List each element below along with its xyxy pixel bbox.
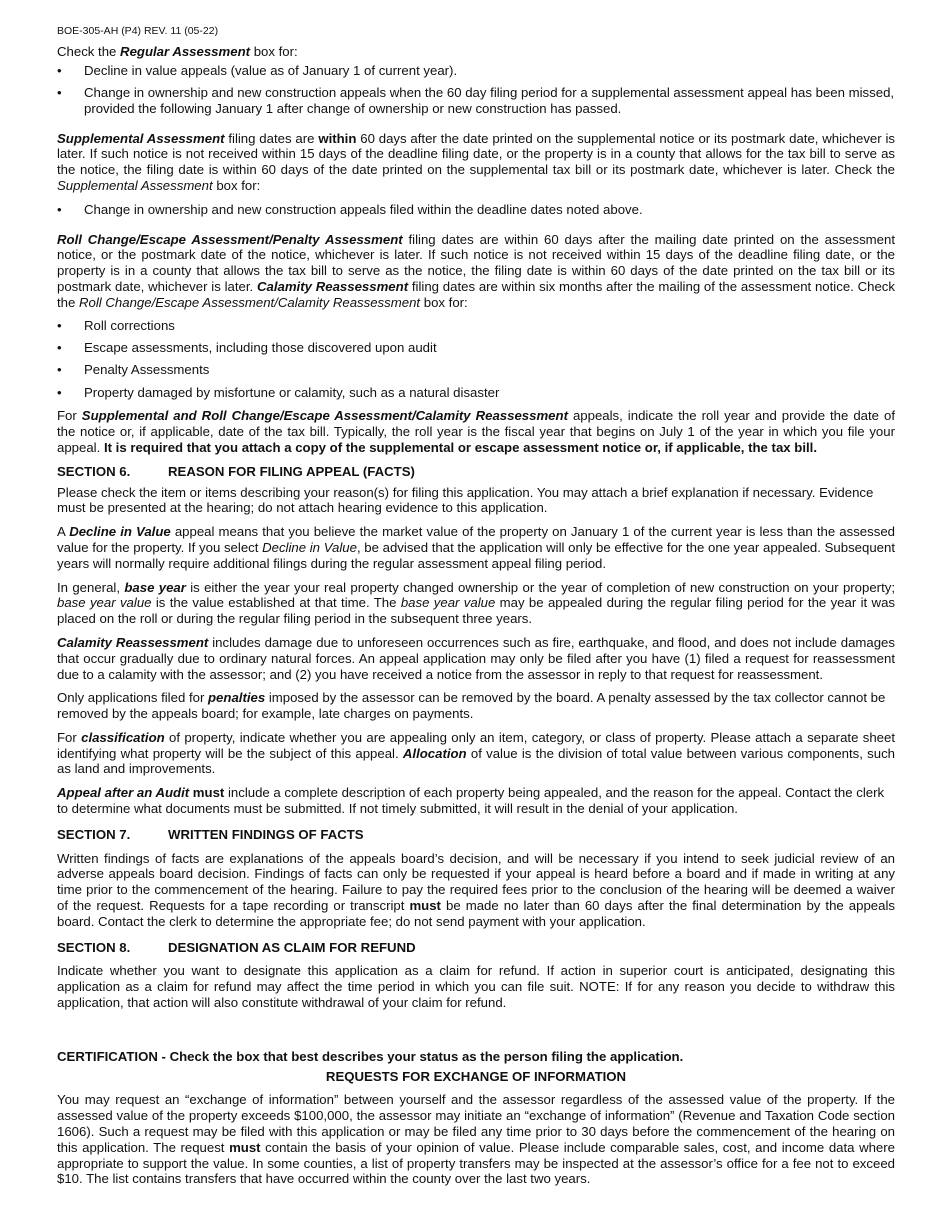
must-bold: must [189, 785, 225, 801]
section-7-heading [57, 827, 895, 843]
section-title: WRITTEN FINDINGS OF FACTS [168, 826, 364, 842]
supplemental-assessment-paragraph [57, 131, 895, 194]
exchange-paragraph [57, 1092, 895, 1187]
text: of value is the division of total value between various components, such as land and improvements. [57, 745, 896, 777]
text: 60 days after the date printed on the supplemental notice or its postmark date, whichever is later. If such notice is not received within 15 days of the deadline filing date, or the property is in a county that allows for the tax bill to serve as the notice, the filing date is within 60 days of the date printed on the supplemental tax bill or its postmark date, whichever is later. Check the [57, 130, 896, 178]
box-name: Roll Change/Escape Assessment/Calamity Reassessment [79, 294, 421, 310]
regular-assessment-term: Regular Assessment [120, 44, 251, 59]
text: include a complete description of each property being appealed, and the reason for the appeal. Contact the clerk to determine what documents must be submitted. If not timely submitted, it will result in the denial of your application. [57, 785, 885, 817]
text: box for: [420, 294, 468, 310]
must-bold: must [229, 1139, 261, 1155]
text: filing dates are [224, 130, 319, 146]
decline-term: Decline in Value [69, 524, 171, 540]
text: You may request an “exchange of information” between yourself and the assessor regardless of the assessed value of the property. If the assessed value of the property exceeds $100,000, the assessor may initiate an “exchange of information” (Revenue and Taxation Code section 1606). Such a request may be filed with this application or may be filed any time prior to 30 days before the commencement of the hearing on this application. The request [57, 1092, 895, 1155]
bullet-icon: • [57, 85, 62, 101]
calamity-term: Calamity Reassessment [256, 279, 409, 295]
text: , be advised that the application will only be effective for the one year appealed. Subsequent years will normally require additional filings during the regular assessment appeal filing period. [57, 539, 896, 571]
text: be made no later than 60 days after the final determination by the appeals board. Contact the clerk to determine the appropriate fee; do not send payment with your application. [57, 898, 895, 929]
bullet-icon: • [57, 317, 62, 333]
text: A [57, 524, 70, 540]
bullet-icon: • [57, 62, 62, 78]
text: is the value established at that time. The [151, 595, 401, 611]
roll-year-paragraph [57, 408, 895, 455]
base-year-term: base year [124, 579, 186, 595]
bullet-icon: • [57, 384, 62, 400]
appeal-type-term: Supplemental and Roll Change/Escape Assessment/Calamity Reassessment [81, 408, 568, 424]
text: is either the year your real property changed ownership or the year of completion of new construction on your property; [185, 579, 896, 595]
calamity-paragraph [57, 635, 895, 682]
box-name: Supplemental Assessment [57, 178, 213, 194]
list-item-text: Change in ownership and new construction appeals when the 60 day filing period for a supplemental assessment appeal has been missed, provided the following January 1 after change of ownership or new construction has passed. [84, 85, 895, 116]
section-6-heading [57, 464, 895, 480]
text: box for: [212, 178, 261, 194]
penalties-paragraph [57, 690, 895, 722]
penalties-term: penalties [208, 690, 266, 706]
text: may be appealed during the regular filing period for the year it was placed on the roll or during the regular filing period in the subsequent three years. [57, 595, 895, 627]
section-6-intro: Please check the item or items describing your reason(s) for filing this application. You may attach a brief explanation if necessary. Evidence must be presented at the hearing; do not attach hearing evidence to this application. [57, 484, 874, 516]
list-item-text: Roll corrections [84, 317, 175, 333]
roll-change-list [57, 318, 895, 401]
list-item [57, 63, 895, 79]
text: Check the [57, 44, 121, 59]
text: appeals, indicate the roll year and provide the date of the notice or, if applicable, date of the tax bill. Typically, the roll year is the fiscal year that begins on July 1 of the year in which you file your appeal. [57, 408, 895, 455]
base-year-paragraph [57, 580, 895, 627]
section-title: DESIGNATION AS CLAIM FOR REFUND [168, 939, 416, 955]
must-bold: must [409, 898, 441, 914]
certification-heading: CERTIFICATION - Check the box that best describes your status as the person filing the application. [57, 1048, 684, 1064]
decline-in-value-paragraph [57, 524, 895, 571]
decline-term-italic: Decline in Value [262, 539, 357, 555]
allocation-term: Allocation [402, 745, 467, 761]
text: For [57, 408, 82, 424]
classification-term: classification [81, 729, 165, 745]
within-bold: within [318, 130, 357, 146]
document-page [57, 24, 895, 1187]
text: box for: [250, 44, 298, 59]
bullet-icon: • [57, 339, 62, 355]
text: appeal means that you believe the market value of the property on January 1 of the current year is less than the assessed value for the property. If you select [57, 524, 895, 555]
list-item [57, 385, 895, 401]
text: In general, [57, 579, 125, 595]
list-item [57, 318, 895, 334]
required-attachment-note: It is required that you attach a copy of the supplemental or escape assessment notice or, if applicable, the tax bill. [103, 439, 817, 455]
claim-for-refund-paragraph: Indicate whether you want to designate this application as a claim for refund. If action in superior court is anticipated, designating this application as a claim for refund may affect the time period in which you can file suit. NOTE: If for any reason you decide to withdraw this application, that action will also constitute withdrawal of your claim for refund. [57, 963, 895, 1011]
classification-paragraph [57, 730, 895, 777]
text: Written findings of facts are explanations of the appeals board’s decision, and will be necessary if you intend to seek judicial review of an adverse appeals board decision. Findings of facts can only be requested if your appeal is heard before a board and if made in writing at any time prior to the commencement of the hearing. Failure to pay the required fees prior to the conclusion of the hearing will be deemed a waiver of the request. Requests for a tape recording or transcript [57, 850, 895, 914]
list-item-text: Change in ownership and new construction appeals filed within the deadline dates noted above. [84, 201, 643, 217]
base-year-value-term: base year value [57, 595, 152, 611]
written-findings-paragraph [57, 851, 895, 930]
calamity-term: Calamity Reassessment [57, 634, 209, 650]
text: Only applications filed for [57, 690, 208, 706]
section-number: SECTION 8. [57, 939, 131, 955]
text: contain the basis of your opinion of value. Please include comparable sales, cost, and income data where appropriate to support the value. In some counties, a list of property transfers may be inspected at the assessor’s office for a fee not to exceed $10. The list contains transfers that have occurred within the county over the last two years. [57, 1139, 895, 1187]
roll-change-paragraph [57, 232, 895, 311]
list-item-text: Penalty Assessments [84, 362, 210, 378]
list-item-text: Escape assessments, including those discovered upon audit [84, 339, 437, 355]
supplemental-list [57, 202, 895, 218]
exchange-heading: REQUESTS FOR EXCHANGE OF INFORMATION [325, 1068, 627, 1084]
section-8-heading [57, 940, 895, 956]
section-number: SECTION 7. [57, 826, 131, 842]
list-item [57, 85, 895, 117]
audit-term: Appeal after an Audit [57, 785, 190, 801]
list-item [57, 202, 895, 218]
text: For [57, 729, 82, 745]
text: filing dates are within 60 days after the mailing date printed on the assessment notice, or the postmark date of the notice, whichever is later. If such notice is not received within 15 days of the deadline filing date, or the property is in a county that allows the tax bill to serve as the notice, the filing date is within 60 days of the date printed on the tax bill or its postmark date, whichever is later. [57, 231, 896, 295]
bullet-icon: • [57, 201, 62, 217]
text: of property, indicate whether you are appealing only an item, category, or class of property. Please attach a separate sheet identifying what property will be the subject of this appeal. [57, 729, 895, 761]
roll-change-term: Roll Change/Escape Assessment/Penalty Assessment [57, 231, 403, 247]
list-item [57, 340, 895, 356]
list-item-text: Decline in value appeals (value as of January 1 of current year). [84, 62, 458, 78]
text: filing dates are within six months after the mailing of the assessment notice. Check the [57, 279, 895, 310]
base-year-value-term: base year value [400, 595, 496, 611]
audit-paragraph [57, 785, 895, 817]
regular-assessment-list [57, 63, 895, 117]
form-id: BOE-305-AH (P4) REV. 11 (05-22) [57, 25, 219, 37]
bullet-icon: • [57, 362, 62, 378]
section-number: SECTION 6. [57, 463, 131, 479]
regular-assessment-intro [57, 44, 895, 60]
supplemental-term: Supplemental Assessment [57, 130, 225, 146]
list-item [57, 362, 895, 378]
section-title: REASON FOR FILING APPEAL (FACTS) [168, 463, 415, 479]
text: includes damage due to unforeseen occurrences such as fire, earthquake, and flood, and does not include damages that occur gradually due to ordinary natural forces. An appeal application may only be filed after you have (1) filed a request for reassessment due to a calamity with the assessor; and (2) you have received a notice from the assessor in reply to that request for reassessment. [57, 634, 895, 682]
list-item-text: Property damaged by misfortune or calamity, such as a natural disaster [84, 384, 500, 400]
text: imposed by the assessor can be removed by the board. A penalty assessed by the tax collector cannot be removed by the appeals board; for example, late charges on payments. [57, 690, 886, 722]
